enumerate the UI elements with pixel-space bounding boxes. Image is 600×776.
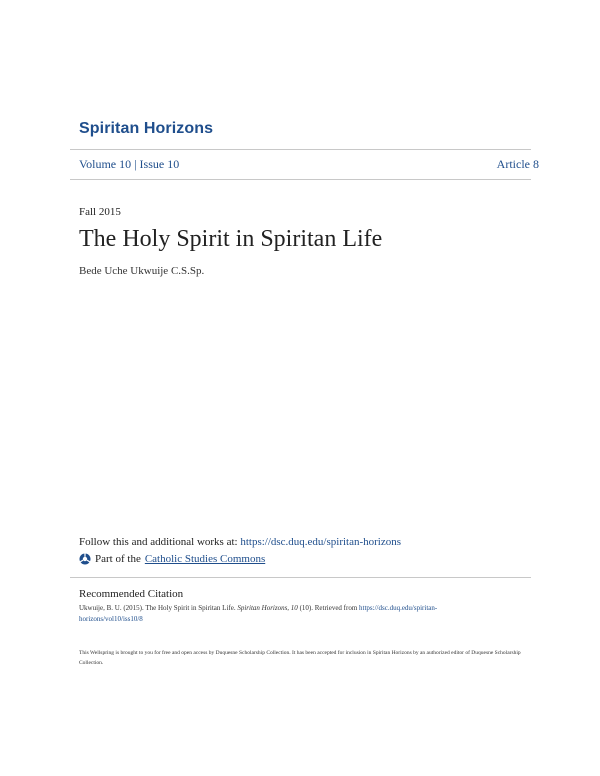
part-of-line (79, 553, 265, 565)
network-icon (79, 553, 91, 565)
citation-text-after: (10). Retrieved from (299, 604, 358, 612)
citation-heading: Recommended Citation (79, 588, 184, 600)
top-divider (70, 149, 531, 150)
follow-line (79, 536, 401, 548)
issue-line (79, 157, 539, 172)
citation-divider (70, 577, 531, 578)
citation-journal: Spiritan Horizons, 10 (237, 604, 298, 612)
journal-title[interactable]: Spiritan Horizons (79, 120, 214, 137)
citation-link-part2[interactable]: horizons/vol10/iss10/8 (79, 615, 143, 623)
issue-separator: | (134, 157, 137, 171)
publication-date: Fall 2015 (79, 206, 121, 218)
article-number: Article 8 (496, 157, 539, 171)
article-title: The Holy Spirit in Spiritan Life (79, 226, 383, 252)
follow-link[interactable]: https://dsc.duq.edu/spiritan-horizons (240, 536, 402, 548)
part-of-label: Part of the (95, 553, 141, 565)
catholic-studies-link[interactable]: Catholic Studies Commons (144, 553, 266, 565)
citation-text (79, 603, 519, 625)
issue-link[interactable]: Issue 10 (139, 157, 180, 171)
follow-label: Follow this and additional works at: (79, 536, 238, 548)
citation-link-part1[interactable]: https://dsc.duq.edu/spiritan- (359, 604, 438, 612)
access-notice: This Wellspring is brought to you for free and open access by Duquesne Scholarship Collection. It has been accepted for inclusion in Spiritan Horizons by an authorized editor of Duquesne Scholarship Collection. (79, 650, 521, 666)
citation-text-before: Ukwuije, B. U. (2015). The Holy Spirit in Spiritan Life. (79, 604, 236, 612)
article-author: Bede Uche Ukwuije C.S.Sp. (79, 265, 205, 277)
bottom-divider (70, 179, 531, 180)
volume-link[interactable]: Volume 10 (79, 157, 132, 171)
